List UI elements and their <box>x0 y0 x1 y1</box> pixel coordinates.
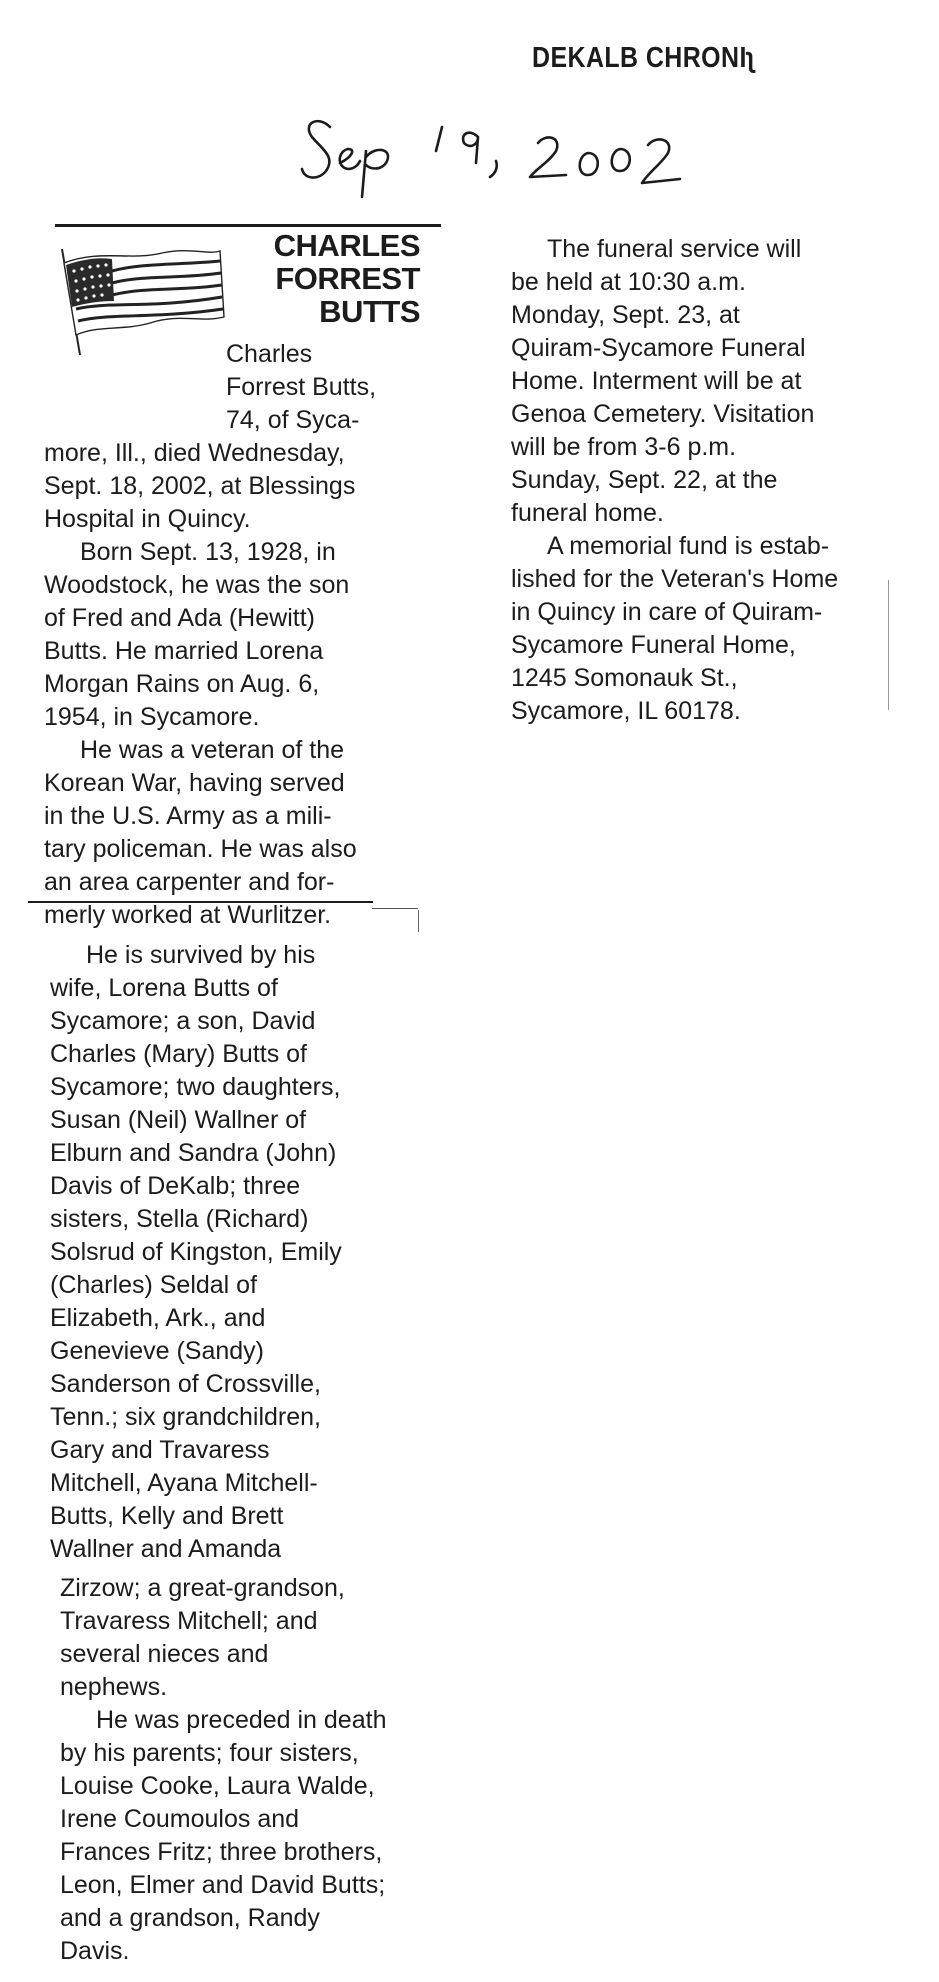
text-line: funeral home. <box>511 499 664 527</box>
headline-line: CHARLES <box>273 228 420 263</box>
text-line: tary policeman. He was also <box>44 835 357 863</box>
text-line: lished for the Veteran's Home <box>511 565 839 593</box>
headline-rule <box>55 224 441 227</box>
text-line: and a grandson, Randy <box>60 1904 320 1932</box>
text-line: Monday, Sept. 23, at <box>511 301 740 329</box>
text-line: Mitchell, Ayana Mitchell- <box>50 1469 318 1497</box>
text-line: Davis. <box>60 1937 130 1965</box>
text-line: Louise Cooke, Laura Walde, <box>60 1772 375 1800</box>
text-line: Elizabeth, Ark., and <box>50 1304 266 1332</box>
obituary-headline <box>220 229 420 328</box>
text-line: will be from 3-6 p.m. <box>511 433 737 461</box>
text-line: wife, Lorena Butts of <box>50 974 278 1002</box>
text-line: Gary and Travaress <box>50 1436 270 1464</box>
pen-underline-mark <box>28 901 373 903</box>
text-line: He is survived by his <box>86 941 316 969</box>
text-line: Sycamore; a son, David <box>50 1007 316 1035</box>
text-line: The funeral service will <box>547 235 802 263</box>
text-line: Susan (Neil) Wallner of <box>50 1106 307 1134</box>
text-line: A memorial fund is estab- <box>547 532 830 560</box>
text-line: nephews. <box>60 1673 168 1701</box>
text-line: Charles (Mary) Butts of <box>50 1040 308 1068</box>
left-column-part-b <box>50 939 342 1566</box>
text-line: Butts, Kelly and Brett <box>50 1502 284 1530</box>
text-line: 1954, in Sycamore. <box>44 703 260 731</box>
text-line: Tenn.; six grandchildren, <box>50 1403 321 1431</box>
text-line: (Charles) Seldal of <box>50 1271 258 1299</box>
text-line: 74, of Syca- <box>226 406 360 434</box>
text-line: merly worked at Wurlitzer. <box>44 901 332 929</box>
text-line: more, Ill., died Wednesday, <box>44 439 345 467</box>
headline-line: BUTTS <box>319 294 420 329</box>
text-line: He was a veteran of the <box>80 736 345 764</box>
text-line: Charles <box>226 340 313 368</box>
text-line: Korean War, having served <box>44 769 345 797</box>
text-line: Born Sept. 13, 1928, in <box>80 538 336 566</box>
text-line: sisters, Stella (Richard) <box>50 1205 309 1233</box>
text-line: Irene Coumoulos and <box>60 1805 300 1833</box>
text-line: Sycamore; two daughters, <box>50 1073 341 1101</box>
text-line: Forrest Butts, <box>226 373 377 401</box>
text-line: an area carpenter and for- <box>44 868 335 896</box>
margin-mark <box>418 910 419 932</box>
left-column-part-a <box>44 338 376 932</box>
text-line: Travaress Mitchell; and <box>60 1607 318 1635</box>
text-line: be held at 10:30 a.m. <box>511 268 746 296</box>
text-line: Sanderson of Crossville, <box>50 1370 321 1398</box>
text-line: Sycamore Funeral Home, <box>511 631 796 659</box>
text-line: Davis of DeKalb; three <box>50 1172 301 1200</box>
text-line: Butts. He married Lorena <box>44 637 324 665</box>
text-line: Leon, Elmer and David Butts; <box>60 1871 386 1899</box>
text-line: in Quincy in care of Quiram- <box>511 598 823 626</box>
left-column-part-c <box>60 1572 386 1968</box>
right-column <box>511 233 838 728</box>
text-line: by his parents; four sisters, <box>60 1739 359 1767</box>
text-line: Morgan Rains on Aug. 6, <box>44 670 320 698</box>
text-line: Elburn and Sandra (John) <box>50 1139 337 1167</box>
text-line: Sept. 18, 2002, at Blessings <box>44 472 356 500</box>
text-line: Zirzow; a great-grandson, <box>60 1574 345 1602</box>
text-line: of Fred and Ada (Hewitt) <box>44 604 315 632</box>
text-line: Home. Interment will be at <box>511 367 802 395</box>
text-line: in the U.S. Army as a mili- <box>44 802 332 830</box>
text-line: Genoa Cemetery. Visitation <box>511 400 815 428</box>
newspaper-masthead: DEKALB CHRONIʅ <box>532 42 756 74</box>
text-line: Woodstock, he was the son <box>44 571 350 599</box>
text-line: Frances Fritz; three brothers, <box>60 1838 383 1866</box>
text-line: He was preceded in death <box>96 1706 387 1734</box>
margin-mark <box>888 580 889 710</box>
text-line: 1245 Somonauk St., <box>511 664 738 692</box>
text-line: Wallner and Amanda <box>50 1535 282 1563</box>
text-line: Sycamore, IL 60178. <box>511 697 741 725</box>
text-line: Hospital in Quincy. <box>44 505 251 533</box>
handwritten-date <box>300 105 720 200</box>
text-line: Quiram-Sycamore Funeral <box>511 334 806 362</box>
text-line: Genevieve (Sandy) <box>50 1337 265 1365</box>
pen-mark <box>372 908 418 909</box>
text-line: Sunday, Sept. 22, at the <box>511 466 778 494</box>
text-line: Solsrud of Kingston, Emily <box>50 1238 342 1266</box>
text-line: several nieces and <box>60 1640 269 1668</box>
headline-line: FORREST <box>275 261 420 296</box>
